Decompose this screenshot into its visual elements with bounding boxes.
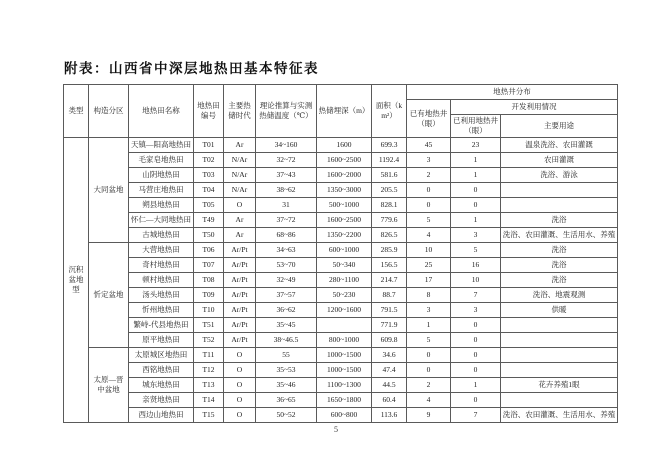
- cell-name: 天镇—阳高地热田: [129, 138, 194, 153]
- cell-era: Ar/Pt: [224, 333, 256, 348]
- table-row: [64, 333, 618, 348]
- cell-temp: 68~86: [256, 228, 317, 243]
- cell-area: 779.6: [372, 213, 407, 228]
- cell-name: 太原城区地热田: [129, 348, 194, 363]
- cell-name: 原平地热田: [129, 333, 194, 348]
- cell-no: T09: [194, 288, 224, 303]
- cell-use: 洗浴: [501, 273, 618, 288]
- cell-era: Ar: [224, 138, 256, 153]
- cell-depth: 1000~1500: [317, 348, 372, 363]
- cell-depth: 1600~2500: [317, 213, 372, 228]
- cell-name: 繁峙-代县地热田: [129, 318, 194, 333]
- cell-no: T11: [194, 348, 224, 363]
- cell-existing: 17: [407, 273, 451, 288]
- cell-existing: 9: [407, 408, 451, 423]
- cell-depth: 1350~3000: [317, 183, 372, 198]
- zone-cell: 太原—晋中盆地: [89, 348, 129, 423]
- cell-temp: 34~63: [256, 243, 317, 258]
- header-utilization: 开发利用情况: [451, 100, 618, 115]
- cell-depth: 600~800: [317, 408, 372, 423]
- cell-depth: 50~230: [317, 288, 372, 303]
- cell-utilized: 1: [451, 168, 501, 183]
- cell-use: 洗浴、游泳: [501, 168, 618, 183]
- cell-existing: 4: [407, 393, 451, 408]
- cell-name: 城东地热田: [129, 378, 194, 393]
- cell-utilized: 7: [451, 288, 501, 303]
- header-area: 面积（km²）: [372, 85, 407, 138]
- cell-area: 771.9: [372, 318, 407, 333]
- cell-area: 285.9: [372, 243, 407, 258]
- table-row: [64, 168, 618, 183]
- header-temperature: 理论推算与实测热储温度（℃）: [256, 85, 317, 138]
- cell-utilized: 23: [451, 138, 501, 153]
- cell-use: [501, 183, 618, 198]
- table-row: [64, 363, 618, 378]
- cell-area: 791.5: [372, 303, 407, 318]
- cell-existing: 3: [407, 303, 451, 318]
- cell-no: T50: [194, 228, 224, 243]
- cell-depth: 1100~1300: [317, 378, 372, 393]
- table-row: [64, 378, 618, 393]
- table-row: [64, 288, 618, 303]
- cell-use: 洗浴、农田灌溉、生活用水、养殖: [501, 228, 618, 243]
- cell-use: 洗浴: [501, 258, 618, 273]
- cell-existing: 0: [407, 183, 451, 198]
- table-row: [64, 393, 618, 408]
- cell-name: 顿村地热田: [129, 273, 194, 288]
- zone-cell: 忻定盆地: [89, 243, 129, 348]
- cell-era: O: [224, 348, 256, 363]
- cell-use: 供暖: [501, 303, 618, 318]
- cell-era: O: [224, 378, 256, 393]
- cell-depth: 50~340: [317, 258, 372, 273]
- cell-utilized: 3: [451, 228, 501, 243]
- cell-area: 609.8: [372, 333, 407, 348]
- cell-area: 205.5: [372, 183, 407, 198]
- cell-no: T08: [194, 273, 224, 288]
- cell-utilized: 1: [451, 213, 501, 228]
- cell-no: T02: [194, 153, 224, 168]
- cell-existing: 2: [407, 168, 451, 183]
- cell-use: [501, 198, 618, 213]
- table-row: [64, 273, 618, 288]
- table-row: [64, 198, 618, 213]
- cell-era: Ar/Pt: [224, 273, 256, 288]
- cell-utilized: 0: [451, 363, 501, 378]
- cell-area: 47.4: [372, 363, 407, 378]
- cell-temp: 32~72: [256, 153, 317, 168]
- cell-depth: 1200~1600: [317, 303, 372, 318]
- table-row: [64, 183, 618, 198]
- cell-era: Ar/Pt: [224, 258, 256, 273]
- cell-no: T04: [194, 183, 224, 198]
- cell-temp: 37~72: [256, 213, 317, 228]
- cell-area: 826.5: [372, 228, 407, 243]
- table-row: [64, 243, 618, 258]
- cell-no: T52: [194, 333, 224, 348]
- cell-temp: 31: [256, 198, 317, 213]
- cell-name: 朔县地热田: [129, 198, 194, 213]
- cell-no: T12: [194, 363, 224, 378]
- cell-use: 洗浴: [501, 213, 618, 228]
- cell-use: 洗浴、地震观测: [501, 288, 618, 303]
- cell-area: 828.1: [372, 198, 407, 213]
- cell-no: T06: [194, 243, 224, 258]
- cell-name: 怀仁—大同地热田: [129, 213, 194, 228]
- cell-depth: 800~1000: [317, 333, 372, 348]
- cell-utilized: 7: [451, 408, 501, 423]
- cell-utilized: 5: [451, 243, 501, 258]
- cell-temp: 53~70: [256, 258, 317, 273]
- cell-existing: 5: [407, 333, 451, 348]
- cell-existing: 3: [407, 153, 451, 168]
- cell-temp: 34~160: [256, 138, 317, 153]
- cell-use: 花卉养殖1眼: [501, 378, 618, 393]
- cell-temp: 36~62: [256, 303, 317, 318]
- cell-existing: 1: [407, 318, 451, 333]
- cell-no: T51: [194, 318, 224, 333]
- cell-utilized: 0: [451, 393, 501, 408]
- cell-no: T13: [194, 378, 224, 393]
- cell-depth: 1600~2500: [317, 153, 372, 168]
- zone-cell: 大同盆地: [89, 138, 129, 243]
- cell-utilized: 10: [451, 273, 501, 288]
- cell-depth: [317, 318, 372, 333]
- cell-no: T07: [194, 258, 224, 273]
- table-header: [64, 85, 618, 138]
- table-row: [64, 348, 618, 363]
- cell-depth: 600~1000: [317, 243, 372, 258]
- cell-name: 西边山地热田: [129, 408, 194, 423]
- cell-existing: 10: [407, 243, 451, 258]
- cell-name: 古城地热田: [129, 228, 194, 243]
- cell-era: O: [224, 363, 256, 378]
- cell-depth: 1600: [317, 138, 372, 153]
- cell-utilized: 1: [451, 378, 501, 393]
- cell-name: 奇村地热田: [129, 258, 194, 273]
- cell-no: T14: [194, 393, 224, 408]
- cell-use: [501, 333, 618, 348]
- cell-era: Ar/Pt: [224, 288, 256, 303]
- cell-name: 马营庄地热田: [129, 183, 194, 198]
- header-reservoir-era: 主要热储时代: [224, 85, 256, 138]
- table-row: [64, 303, 618, 318]
- cell-name: 大营地热田: [129, 243, 194, 258]
- cell-name: 西铭地热田: [129, 363, 194, 378]
- cell-utilized: 16: [451, 258, 501, 273]
- cell-existing: 45: [407, 138, 451, 153]
- cell-area: 60.4: [372, 393, 407, 408]
- cell-depth: 1650~1800: [317, 393, 372, 408]
- cell-existing: 5: [407, 213, 451, 228]
- cell-temp: 38~62: [256, 183, 317, 198]
- cell-existing: 0: [407, 198, 451, 213]
- cell-utilized: 0: [451, 348, 501, 363]
- cell-temp: 38~46.5: [256, 333, 317, 348]
- table-row: [64, 258, 618, 273]
- cell-era: Ar/Pt: [224, 303, 256, 318]
- table-row: [64, 318, 618, 333]
- cell-utilized: 1: [451, 153, 501, 168]
- cell-existing: 8: [407, 288, 451, 303]
- cell-name: 亲贤地热田: [129, 393, 194, 408]
- cell-temp: 35~45: [256, 318, 317, 333]
- cell-depth: 280~1100: [317, 273, 372, 288]
- cell-area: 34.6: [372, 348, 407, 363]
- cell-era: N/Ar: [224, 153, 256, 168]
- cell-era: O: [224, 408, 256, 423]
- cell-no: T05: [194, 198, 224, 213]
- cell-no: T49: [194, 213, 224, 228]
- cell-temp: 55: [256, 348, 317, 363]
- page-title: 附表：山西省中深层地热田基本特征表: [64, 61, 319, 76]
- cell-use: [501, 348, 618, 363]
- cell-era: N/Ar: [224, 183, 256, 198]
- cell-area: 113.6: [372, 408, 407, 423]
- cell-temp: 50~52: [256, 408, 317, 423]
- cell-utilized: 0: [451, 183, 501, 198]
- cell-existing: 25: [407, 258, 451, 273]
- cell-existing: 4: [407, 228, 451, 243]
- cell-area: 1192.4: [372, 153, 407, 168]
- type-cell: 沉积盆地型: [64, 138, 89, 423]
- cell-temp: 36~65: [256, 393, 317, 408]
- header-depth: 热储埋深（m）: [317, 85, 372, 138]
- cell-use: 温泉洗浴、农田灌溉: [501, 138, 618, 153]
- cell-temp: 32~49: [256, 273, 317, 288]
- cell-utilized: 3: [451, 303, 501, 318]
- cell-area: 44.5: [372, 378, 407, 393]
- cell-temp: 35~53: [256, 363, 317, 378]
- header-field-name: 地热田名称: [129, 85, 194, 138]
- header-existing-wells: 已有地热井（眼）: [407, 100, 451, 138]
- cell-no: T10: [194, 303, 224, 318]
- table-row: [64, 138, 618, 153]
- cell-no: T01: [194, 138, 224, 153]
- cell-no: T03: [194, 168, 224, 183]
- cell-era: N/Ar: [224, 168, 256, 183]
- cell-utilized: 0: [451, 333, 501, 348]
- cell-temp: 37~43: [256, 168, 317, 183]
- cell-name: 毛家皂地热田: [129, 153, 194, 168]
- header-utilized-wells: 已利用地热井（眼）: [451, 115, 501, 138]
- cell-depth: 1000~1500: [317, 363, 372, 378]
- header-well-distribution: 地热井分布: [407, 85, 618, 100]
- cell-name: 忻州地热田: [129, 303, 194, 318]
- page-number: 5: [334, 425, 338, 434]
- cell-era: O: [224, 393, 256, 408]
- cell-use: 洗浴、农田灌溉、生活用水、养殖: [501, 408, 618, 423]
- header-type: 类型: [64, 85, 89, 138]
- header-field-no: 地热田编号: [194, 85, 224, 138]
- cell-era: Ar/Pt: [224, 318, 256, 333]
- cell-use: 农田灌溉: [501, 153, 618, 168]
- cell-temp: 37~57: [256, 288, 317, 303]
- cell-depth: 1600~2000: [317, 168, 372, 183]
- cell-temp: 35~46: [256, 378, 317, 393]
- cell-utilized: 0: [451, 198, 501, 213]
- cell-name: 山阴地热田: [129, 168, 194, 183]
- cell-era: Ar/Pt: [224, 243, 256, 258]
- cell-use: [501, 393, 618, 408]
- header-tectonic-zone: 构造分区: [89, 85, 129, 138]
- cell-existing: 2: [407, 378, 451, 393]
- cell-depth: 500~1000: [317, 198, 372, 213]
- cell-use: 洗浴: [501, 243, 618, 258]
- cell-era: Ar: [224, 213, 256, 228]
- table-row: [64, 213, 618, 228]
- cell-utilized: 0: [451, 318, 501, 333]
- cell-area: 214.7: [372, 273, 407, 288]
- cell-no: T15: [194, 408, 224, 423]
- cell-existing: 0: [407, 348, 451, 363]
- cell-area: 699.3: [372, 138, 407, 153]
- geothermal-fields-table: [63, 84, 618, 423]
- header-main-use: 主要用途: [501, 115, 618, 138]
- table-body: [64, 138, 618, 423]
- cell-area: 581.6: [372, 168, 407, 183]
- cell-use: [501, 363, 618, 378]
- cell-use: [501, 318, 618, 333]
- cell-name: 汤头地热田: [129, 288, 194, 303]
- cell-depth: 1350~2200: [317, 228, 372, 243]
- cell-era: Ar: [224, 228, 256, 243]
- cell-area: 88.7: [372, 288, 407, 303]
- table-row: [64, 153, 618, 168]
- cell-area: 156.5: [372, 258, 407, 273]
- table-row: [64, 228, 618, 243]
- cell-existing: 0: [407, 363, 451, 378]
- cell-era: O: [224, 198, 256, 213]
- table-row: [64, 408, 618, 423]
